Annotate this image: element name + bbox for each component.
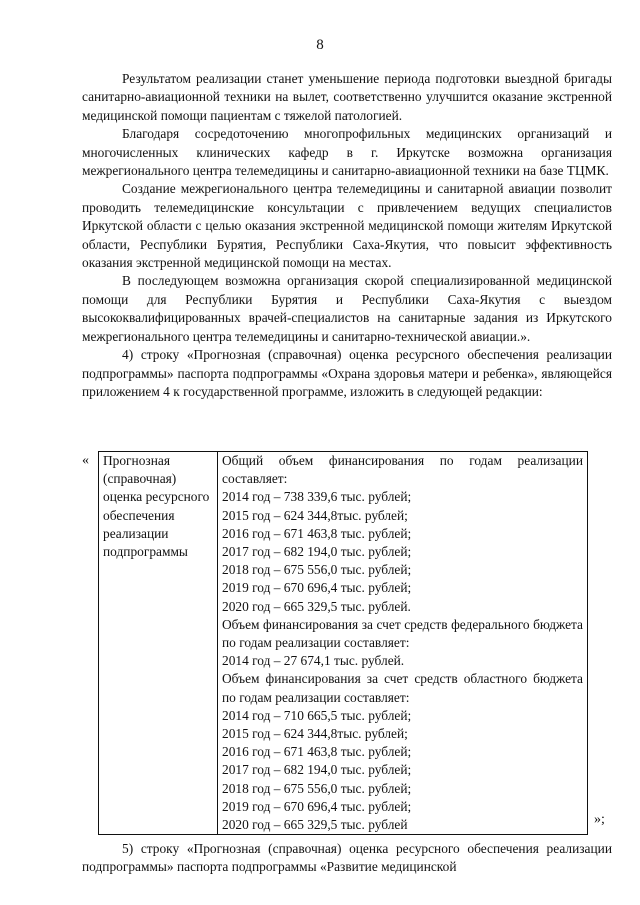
paragraph-result: Результатом реализации станет уменьшение периода подготовки выездной бригады санитарно-авиационной техники на вылет, соответственно улучшится оказание экстренной медицинской помощи пациентам с тяжелой патологией.: [82, 71, 612, 123]
financing-line: 2017 год – 682 194,0 тыс. рублей;: [222, 544, 412, 560]
page-number: 8: [316, 37, 324, 53]
closing-quote: »;: [594, 812, 605, 827]
paragraph-telemedicine-center: Создание межрегионального центра телемедицины и санитарной авиации позволит проводить телемедицинские консультации с привлечением ведущих специалистов Иркутской области с целью оказания экстренной медицинской помощи жителям Иркутской области, Республики Бурятия, Республики Саха-Якутия, что повысит эффективность оказания экстренной медицинской помощи на местах.: [82, 181, 612, 271]
financing-line: 2014 год – 27 674,1 тыс. рублей.: [222, 653, 405, 669]
paragraph-item-4: 4) строку «Прогнозная (справочная) оценка ресурсного обеспечения реализации подпрограммы» паспорта подпрограммы «Охрана здоровья матери и ребенка», являющейся приложением 4 к государственной программе, изложить в следующей редакции:: [82, 347, 612, 399]
financing-line: 2018 год – 675 556,0 тыс. рублей;: [222, 780, 412, 796]
paragraph-item-5: 5) строку «Прогнозная (справочная) оценка ресурсного обеспечения реализации подпрограммы» паспорта подпрограммы «Развитие медицинской: [82, 841, 612, 875]
body-text-top: [82, 70, 612, 401]
opening-quote: «: [82, 453, 89, 468]
financing-line: 2015 год – 624 344,8тыс. рублей;: [222, 507, 408, 523]
financing-line: 2018 год – 675 556,0 тыс. рублей;: [222, 562, 412, 578]
paragraph-concentration: Благодаря сосредоточению многопрофильных медицинских организаций и многочисленных клинических кафедр в г. Иркутске возможна организация межрегионального центра телемедицины и санитарно-авиационной техники на базе ТЦМК.: [82, 126, 612, 179]
financing-line: 2016 год – 671 463,8 тыс. рублей;: [222, 525, 412, 541]
table-row: [99, 452, 588, 835]
body-text-bottom: [82, 840, 612, 877]
passport-table: [98, 451, 588, 835]
financing-line: 2019 год – 670 696,4 тыс. рублей;: [222, 798, 412, 814]
financing-line: Объем финансирования за счет средств областного бюджета по годам реализации составляет:: [222, 671, 583, 705]
financing-line: 2015 год – 624 344,8тыс. рублей;: [222, 726, 408, 742]
financing-line: 2014 год – 710 665,5 тыс. рублей;: [222, 707, 412, 723]
financing-line: Объем финансирования за счет средств федерального бюджета по годам реализации составляет:: [222, 616, 583, 651]
resource-label-cell: Прогнозная (справочная) оценка ресурсного обеспечения реализации подпрограммы: [99, 452, 218, 835]
financing-line: 2016 год – 671 463,8 тыс. рублей;: [222, 744, 412, 760]
paragraph-future-organization: В последующем возможна организация скорой специализированной медицинской помощи для Республики Бурятия и Республики Саха-Якутия с выездом высококвалифицированных врачей-специалистов на санитарные задания из Иркутского межрегионального центра телемедицины и санитарно-технической авиации.».: [82, 273, 612, 344]
financing-line: 2020 год – 665 329,5 тыс. рублей.: [222, 598, 411, 614]
financing-cell: [218, 452, 588, 835]
financing-line: 2020 год – 665 329,5 тыс. рублей: [222, 817, 408, 833]
financing-line: Общий объем финансирования по годам реализации составляет:: [222, 453, 583, 487]
financing-line: 2017 год – 682 194,0 тыс. рублей;: [222, 762, 412, 778]
financing-line: 2019 год – 670 696,4 тыс. рублей;: [222, 580, 412, 596]
financing-line: 2014 год – 738 339,6 тыс. рублей;: [222, 489, 412, 505]
